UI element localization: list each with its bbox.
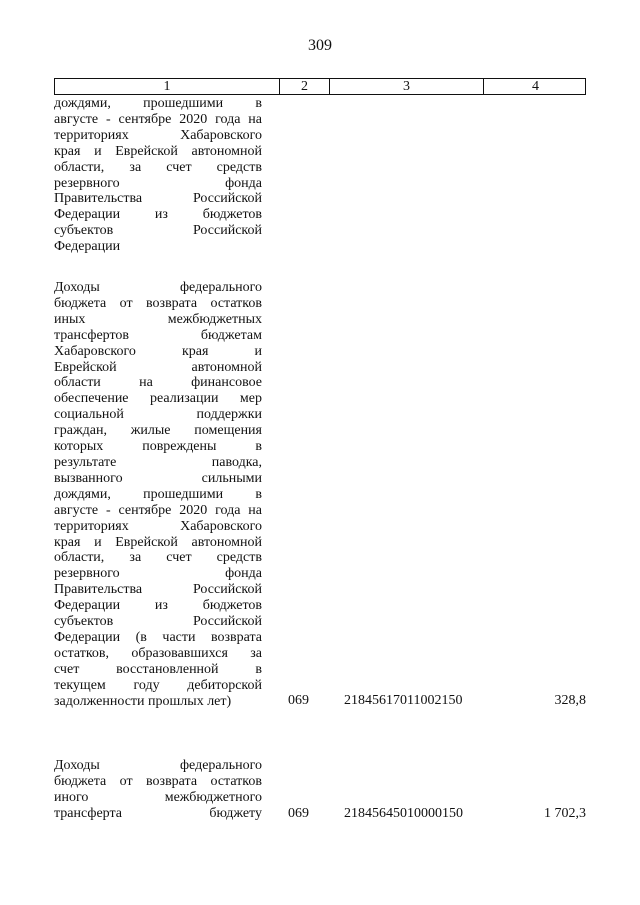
table-row — [54, 96, 586, 255]
description-line: резервного фонда — [54, 175, 262, 191]
description-line: Доходы федерального — [54, 758, 262, 773]
description-line: текущем году дебиторской — [54, 677, 262, 693]
description-line: субъектов Российской — [54, 223, 262, 239]
description-line: остатков, образовавшихся за — [54, 645, 262, 661]
description-line: бюджета от возврата остатков — [54, 295, 262, 311]
table-row — [54, 280, 586, 709]
description-line: результате паводка, — [54, 454, 262, 470]
description-line: Федерации — [54, 239, 121, 255]
description-line: Федерации из бюджетов — [54, 598, 262, 614]
column-header-1: 1 — [163, 79, 171, 94]
description-line: территориях Хабаровского — [54, 518, 262, 534]
description-line: Федерации (в части возврата — [54, 629, 262, 645]
description-line: которых повреждены в — [54, 439, 262, 455]
description-line: области на финансовое — [54, 375, 262, 391]
description-line: трансфертов бюджетам — [54, 327, 262, 343]
description-line: Еврейской автономной — [54, 359, 262, 375]
row-code: 069 — [288, 805, 309, 821]
row-code: 069 — [288, 693, 309, 709]
row-budget-classification-code: 21845617011002150 — [344, 693, 463, 709]
description-line: территориях Хабаровского — [54, 127, 262, 143]
description-line: августе - сентябре 2020 года на — [54, 502, 262, 518]
row-description — [54, 96, 262, 255]
table-header-row — [54, 78, 586, 95]
description-line: граждан, жилые помещения — [54, 423, 262, 439]
description-line: дождями, прошедшими в — [54, 96, 262, 111]
row-budget-classification-code: 21845645010000150 — [344, 805, 463, 821]
description-line: области, за счет средств — [54, 550, 262, 566]
description-line: Доходы федерального — [54, 280, 262, 295]
description-line: августе - сентябре 2020 года на — [54, 111, 262, 127]
description-line: области, за счет средств — [54, 159, 262, 175]
column-header-3: 3 — [329, 79, 483, 94]
description-line: дождями, прошедшими в — [54, 486, 262, 502]
description-line: социальной поддержки — [54, 407, 262, 423]
table-row — [54, 758, 586, 822]
description-line: Правительства Российской — [54, 191, 262, 207]
row-description — [54, 758, 262, 822]
row-amount: 328,8 — [554, 693, 586, 709]
description-line: иных межбюджетных — [54, 311, 262, 327]
description-line: счет восстановленной в — [54, 661, 262, 677]
description-line: трансферта бюджету — [54, 805, 262, 821]
description-line: резервного фонда — [54, 566, 262, 582]
column-header-2: 2 — [279, 79, 329, 94]
description-line: задолженности прошлых лет) — [54, 693, 232, 709]
description-line: Правительства Российской — [54, 582, 262, 598]
description-line: субъектов Российской — [54, 614, 262, 630]
description-line: края и Еврейской автономной — [54, 534, 262, 550]
description-line: Федерации из бюджетов — [54, 207, 262, 223]
page-number: 309 — [308, 37, 332, 54]
description-line: обеспечение реализации мер — [54, 391, 262, 407]
description-line: иного межбюджетного — [54, 789, 262, 805]
row-amount: 1 702,3 — [544, 805, 586, 821]
description-line: вызванного сильными — [54, 470, 262, 486]
description-line: Хабаровского края и — [54, 343, 262, 359]
description-line: бюджета от возврата остатков — [54, 773, 262, 789]
row-description — [54, 280, 262, 709]
column-header-4: 4 — [483, 79, 587, 94]
description-line: края и Еврейской автономной — [54, 143, 262, 159]
